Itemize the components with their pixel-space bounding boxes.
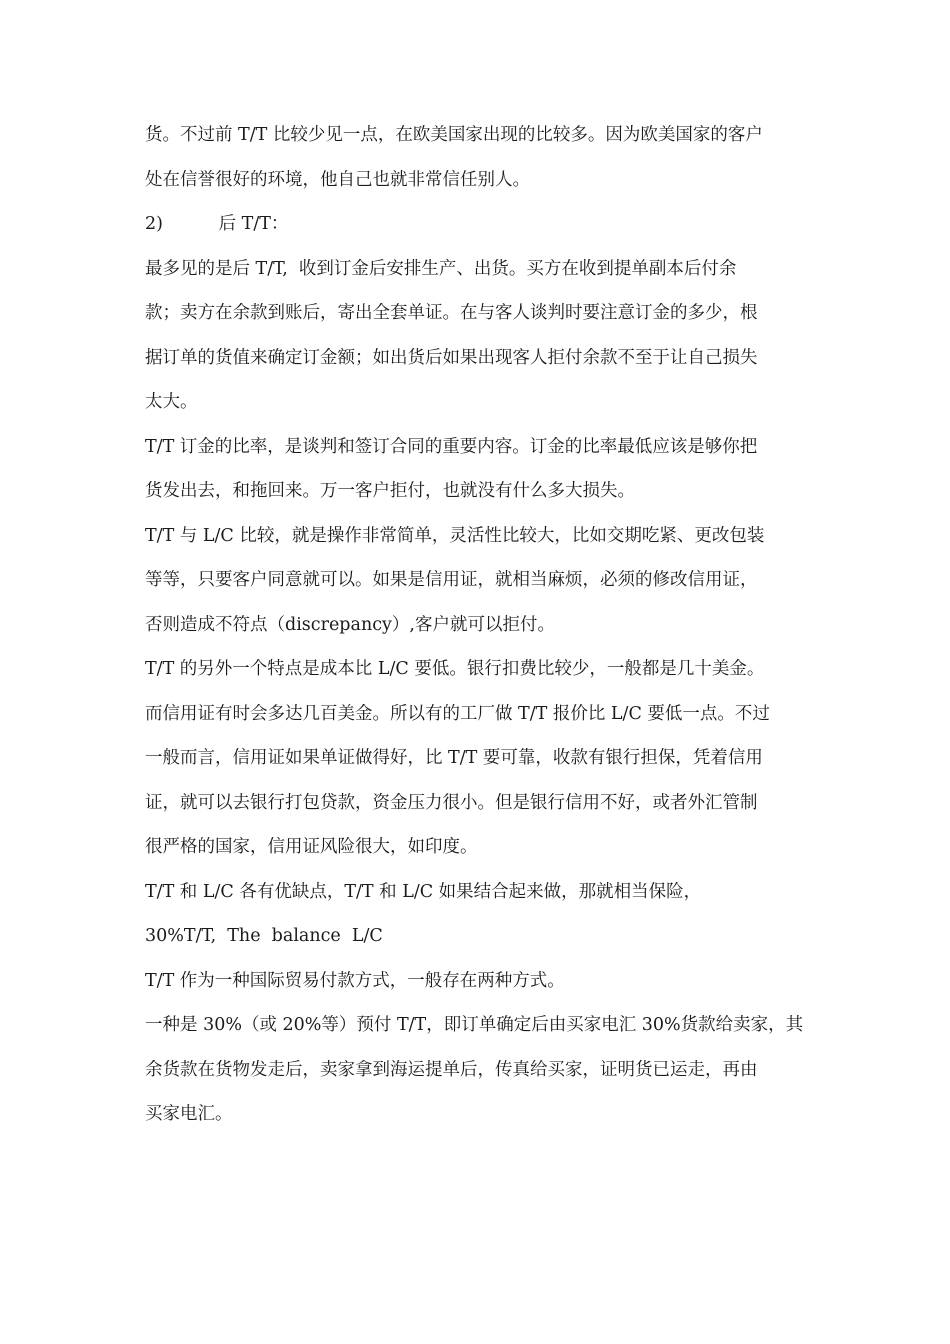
- list-item-heading: 2) 后 T/T：: [145, 214, 289, 234]
- text-line: 一般而言，信用证如果单证做得好，比 T/T 要可靠，收款有银行担保，凭着信用: [145, 748, 763, 768]
- text-line: 买家电汇。: [145, 1104, 233, 1124]
- text-line: 款；卖方在余款到账后，寄出全套单证。在与客人谈判时要注意订金的多少，根: [145, 303, 758, 323]
- text-line: 据订单的货值来确定订金额；如出货后如果出现客人拒付余款不至于让自己损失: [145, 347, 758, 368]
- text-line: 而信用证有时会多达几百美金。所以有的工厂做 T/T 报价比 L/C 要低一点。不过: [145, 703, 770, 724]
- text-line: T/T 和 L/C 各有优缺点，T/T 和 L/C 如果结合起来做，那就相当保险，: [145, 881, 702, 902]
- text-line: 否则造成不符点（discrepancy）,客户就可以拒付。: [145, 614, 555, 635]
- text-line: 太大。: [145, 392, 198, 412]
- text-line: 处在信誉很好的环境，他自己也就非常信任别人。: [145, 169, 530, 190]
- text-line: 余货款在货物发走后，卖家拿到海运提单后，传真给买家，证明货已运走，再由: [145, 1059, 758, 1080]
- document-body: [145, 120, 810, 1144]
- text-line: 货。不过前 T/T 比较少见一点，在欧美国家出现的比较多。因为欧美国家的客户: [145, 125, 763, 145]
- text-line: 货发出去，和拖回来。万一客户拒付，也就没有什么多大损失。: [145, 481, 635, 501]
- text-line: 证，就可以去银行打包贷款，资金压力很小。但是银行信用不好，或者外汇管制: [145, 792, 758, 813]
- text-line: 最多见的是后 T/T, 收到订金后安排生产、出货。买方在收到提单副本后付余: [145, 258, 737, 279]
- text-line: T/T 与 L/C 比较，就是操作非常简单，灵活性比较大，比如交期吃紧、更改包装: [145, 525, 765, 546]
- text-line: T/T 的另外一个特点是成本比 L/C 要低。银行扣费比较少，一般都是几十美金。: [145, 659, 765, 679]
- text-line: T/T 订金的比率，是谈判和签订合同的重要内容。订金的比率最低应该是够你把: [145, 436, 758, 457]
- text-line: T/T 作为一种国际贸易付款方式，一般存在两种方式。: [145, 970, 565, 991]
- text-line: 30%T/T, The balance L/C: [145, 926, 383, 946]
- text-line: 一种是 30%（或 20%等）预付 T/T，即订单确定后由买家电汇 30%货款给卖家，其: [145, 1015, 804, 1035]
- text-line: 等等，只要客户同意就可以。如果是信用证，就相当麻烦，必须的修改信用证，: [145, 570, 758, 590]
- text-line: 很严格的国家，信用证风险很大，如印度。: [145, 837, 478, 857]
